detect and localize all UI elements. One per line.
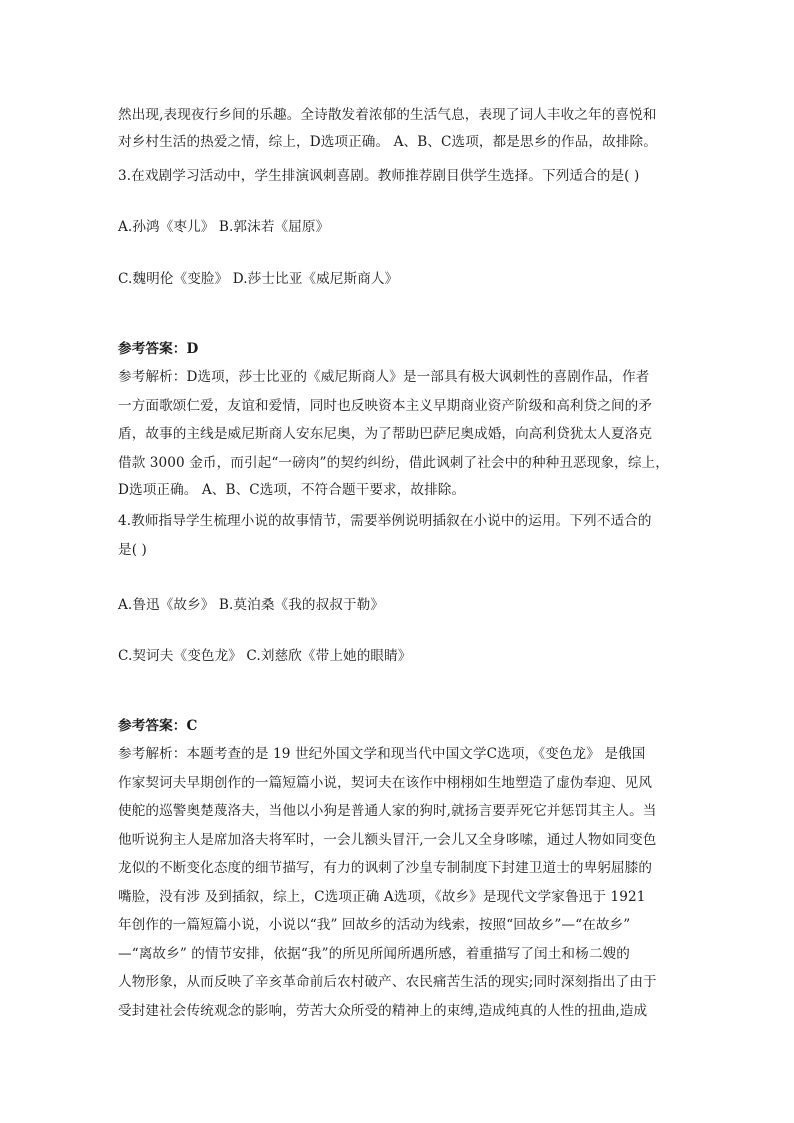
question-3-analysis-line: 借款 3000 金币，而引起“一磅肉”的契约纠纷，借此讽刺了社会中的种种丑恶现象，综上， [118,455,669,471]
question-4-analysis-line: 年创作的一篇短篇小说，小说以“我” 回故乡的活动为线索，按照“回故乡”—“在故乡” [118,917,631,933]
question-3-stem: 3.在戏剧学习活动中，学生排演讽刺喜剧。教师推荐剧目供学生选择。下列适合的是( ) [118,168,640,184]
question-4-analysis-line: 使舵的巡警奥楚蔑洛夫，当他以小狗是普通人家的狗时,就扬言要弄死它并惩罚其主人。当 [118,803,657,819]
question-4-analysis-line: 受封建社会传统观念的影响，劳苦大众所受的精神上的束缚,造成纯真的人性的扭曲,造成 [118,1003,648,1019]
paragraph-line: 然出现,表现夜行乡间的乐趣。全诗散发着浓郁的生活气息，表现了词人丰收之年的喜悦和 [118,107,657,123]
question-4-stem: 4.教师指导学生梳理小说的故事情节，需要举例说明插叙在小说中的运用。下列不适合的 [118,513,652,529]
question-3-analysis-line: 盾，故事的主线是威尼斯商人安东尼奥，为了帮助巴萨尼奥成婚，向高利贷犹太人夏洛克 [118,426,653,442]
question-3-analysis-line: 参考解析：D选项，莎士比亚的《威尼斯商人》是一部具有极大讽刺性的喜剧作品，作者 [118,369,650,385]
question-4-analysis-line: 人物形象，从而反映了辛亥革命前后农村破产、农民痛苦生活的现实;同时深刻指出了由于 [118,974,657,990]
question-4-analysis-line: 龙似的不断变化态度的细节描写，有力的讽刺了沙皇专制制度下封建卫道士的卑躬屈膝的 [118,860,653,876]
question-4-analysis-line: 作家契诃夫早期创作的一篇短篇小说，契诃夫在该作中栩栩如生地塑造了虚伪奉迎、见风 [118,775,653,791]
question-3-analysis-line: 一方面歌颂仁爱，友谊和爱情，同时也反映资本主义早期商业资产阶级和高利贷之间的矛 [118,398,653,414]
question-4-analysis-line: 他听说狗主人是席加洛夫将军时，一会儿额头冒汗,一会儿又全身哆嗦，通过人物如同变色 [118,832,657,848]
question-4-stem: 是( ) [118,542,147,558]
question-3-answer: 参考答案：D [118,341,199,357]
question-3-options-cd: C.魏明伦《变脸》 D.莎士比亚《威尼斯商人》 [118,271,399,287]
question-4-answer: 参考答案：C [118,718,198,734]
question-4-analysis-line: —“离故乡” 的情节安排，依据“我”的所见所闻所遇所感，着重描写了闰土和杨二嫂的 [118,946,630,962]
question-4-analysis-line: 参考解析：本题考查的是 19 世纪外国文学和现当代中国文学C选项，《变色龙》 是俄国 [118,746,646,762]
question-3-analysis-line: D选项正确。 A、B、C选项，不符合题干要求，故排除。 [118,482,466,498]
question-4-options-ab: A.鲁迅《故乡》 B.莫泊桑《我的叔叔于勒》 [118,597,385,613]
question-3-options-ab: A.孙鸿《枣儿》 B.郭沫若《屈原》 [118,219,330,235]
paragraph-line: 对乡村生活的热爱之情，综上，D选项正确。 A、B、C选项，都是思乡的作品，故排除。 [118,134,657,150]
question-4-analysis-line: 嘴脸，没有涉 及到插叙，综上，C选项正确 A选项，《故乡》是现代文学家鲁迅于 1921 [118,889,646,905]
question-4-options-cd: C.契诃夫《变色龙》 C.刘慈欣《带上她的眼睛》 [118,648,412,664]
